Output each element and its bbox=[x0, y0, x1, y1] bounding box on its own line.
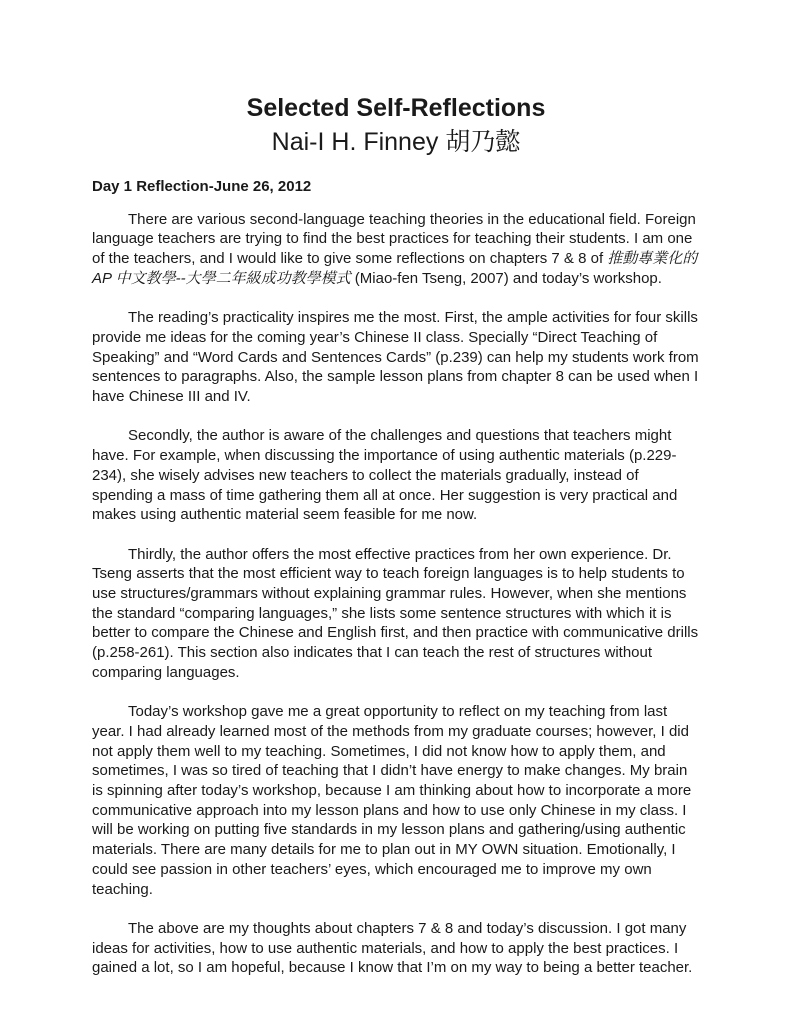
paragraph-text: (Miao-fen Tseng, 2007) and today’s workshop. bbox=[350, 269, 662, 287]
paragraph-text: Thirdly, the author offers the most effective practices from her own experience. Dr. Tseng asserts that the most efficient way to teach foreign languages is to help students to use structures/grammars without explaining grammar rules. However, when she mentions the standard “comparing languages,” she lists some sentence structures with which it is better to compare the Chinese and English first, and then practice with communicative drills (p.258-261). This section also indicates that I can teach the rest of structures without comparing languages. bbox=[92, 545, 699, 681]
paragraph bbox=[92, 426, 700, 525]
paragraph bbox=[92, 210, 700, 289]
paragraph bbox=[92, 919, 700, 978]
book-title-italic: 推動專業化的 AP 中文教學--大學二年級成功教學模式 bbox=[92, 250, 698, 287]
paragraph-text: The above are my thoughts about chapters 7 & 8 and today’s discussion. I got many ideas for activities, how to use authentic materials, and how to apply the best practices. I gained a lot, so I am hopeful, because I know that I’m on my way to being a better teacher. bbox=[92, 919, 693, 977]
paragraph-text: There are various second-language teaching theories in the educational field. Foreign language teachers are trying to find the best practices for teaching their students. I am one of the teachers, and I would like to give some reflections on chapters 7 & 8 of bbox=[92, 210, 696, 268]
paragraph bbox=[92, 702, 700, 899]
paragraph-text: Today’s workshop gave me a great opportunity to reflect on my teaching from last year. I had already learned most of the methods from my graduate courses; however, I did not apply them well to my teaching. Sometimes, I did not know how to apply them, and sometimes, I was so tired of teaching that I didn’t have energy to make changes. My brain is spinning after today’s workshop, because I am thinking about how to incorporate a more communicative approach into my lesson plans and how to use only Chinese in my class. I will be working on putting five standards in my lesson plans and gathering/using authentic materials. There are many details for me to plan out in MY OWN situation. Emotionally, I could see passion in other teachers’ eyes, which encouraged me to improve my own teaching. bbox=[92, 703, 692, 898]
paragraph-text: The reading’s practicality inspires me the most. First, the ample activities for four skills provide me ideas for the coming year’s Chinese II class. Specially “Direct Teaching of Speaking” and “Word Cards and Sentences Cards” (p.239) can help my students work from sentences to paragraphs. Also, the sample lesson plans from chapter 8 can be used when I have Chinese III and IV. bbox=[92, 309, 699, 406]
paragraph bbox=[92, 308, 700, 407]
document-title: Selected Self-Reflections bbox=[246, 94, 546, 122]
paragraph bbox=[92, 545, 700, 683]
section-heading: Day 1 Reflection-June 26, 2012 bbox=[92, 178, 312, 195]
paragraph-text: Secondly, the author is aware of the challenges and questions that teachers might have. For example, when discussing the importance of using authentic materials (p.229-234), she wisely advises new teachers to collect the materials gradually, instead of spending a mass of time gathering them all at once. Her suggestion is very practical and makes using authentic material seem feasible for me now. bbox=[92, 427, 678, 524]
document-author: Nai-I H. Finney 胡乃懿 bbox=[271, 128, 521, 156]
